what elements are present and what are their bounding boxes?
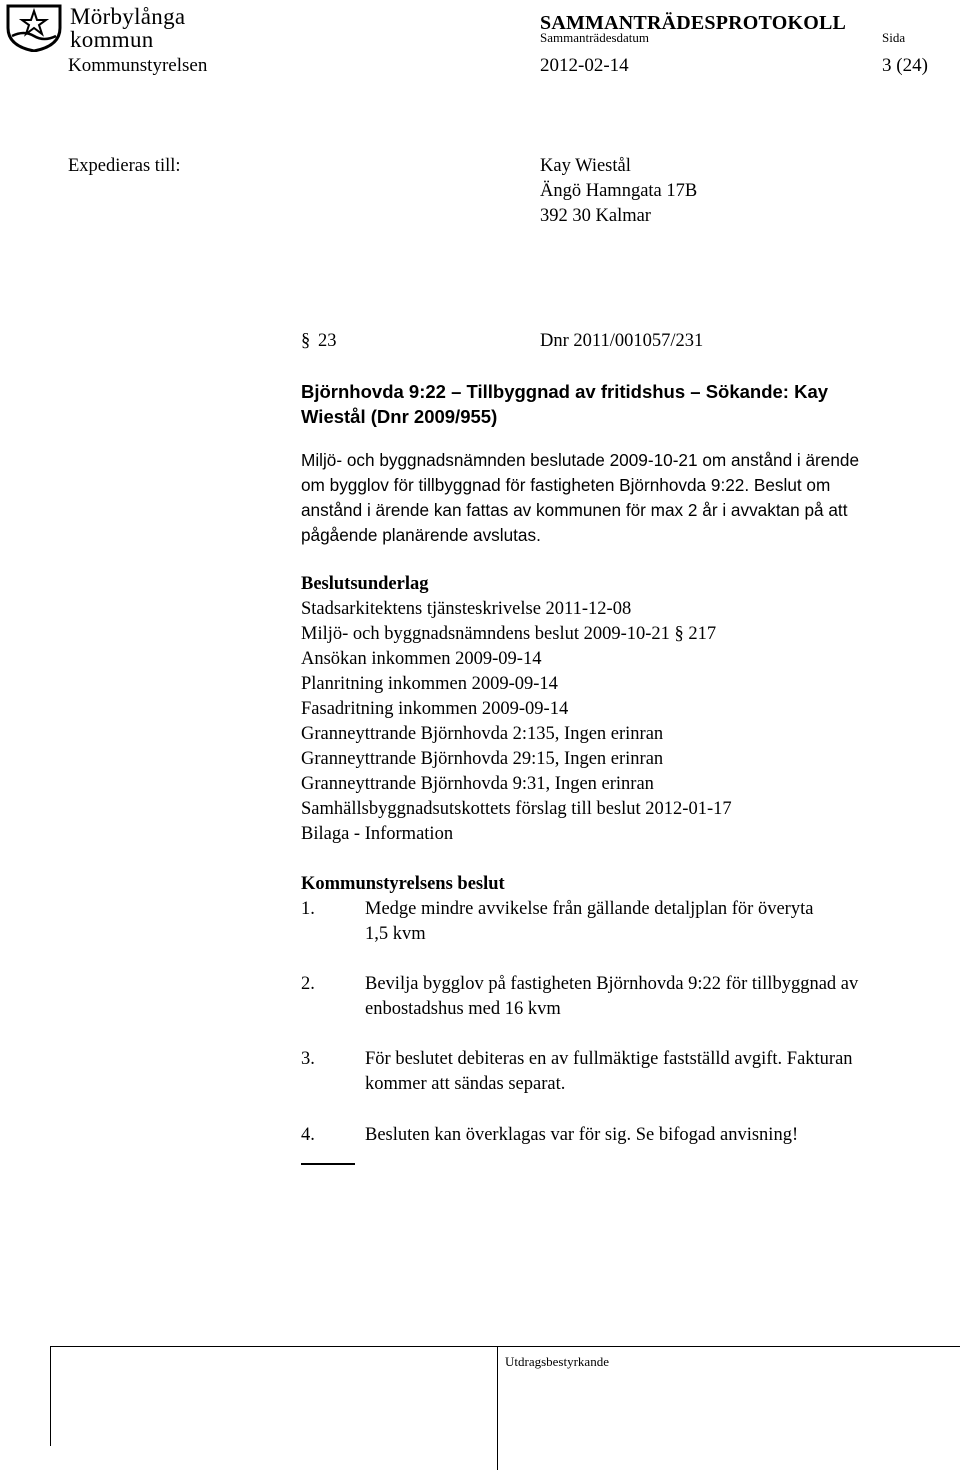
basis-line: Granneyttrande Björnhovda 2:135, Ingen erinran: [301, 724, 664, 744]
decision-item-number: 1.: [301, 899, 315, 919]
basis-line: Stadsarkitektens tjänsteskrivelse 2011-12-08: [301, 599, 632, 619]
decision-heading: Kommunstyrelsens beslut: [301, 874, 505, 894]
basis-line: Fasadritning inkommen 2009-09-14: [301, 699, 569, 719]
section-symbol: §: [301, 331, 311, 351]
basis-line: Miljö- och byggnadsnämndens beslut 2009-10-21 § 217: [301, 624, 717, 644]
end-rule: [301, 1163, 355, 1165]
coat-of-arms-icon: [4, 2, 64, 52]
org-name-line2: kommun: [70, 27, 154, 52]
decision-item-text: För beslutet debiteras en av fullmäktige fastställd avgift. Fakturan: [365, 1049, 853, 1069]
intro-line-4: pågående planärende avslutas.: [301, 525, 541, 545]
decision-item-text: Besluten kan överklagas var för sig. Se bifogad anvisning!: [365, 1125, 799, 1145]
date-label: Sammanträdesdatum: [540, 30, 650, 45]
decision-item-text: 1,5 kvm: [365, 924, 426, 944]
basis-heading: Beslutsunderlag: [301, 574, 429, 594]
committee-name: Kommunstyrelsen: [68, 55, 208, 76]
decision-item-number: 3.: [301, 1049, 315, 1069]
basis-line: Samhällsbyggnadsutskottets förslag till beslut 2012-01-17: [301, 799, 732, 819]
document-title: SAMMANTRÄDESPROTOKOLL: [540, 12, 847, 34]
intro-line-1: Miljö- och byggnadsnämnden beslutade 2009-10-21 om anstånd i ärende: [301, 450, 860, 470]
decision-item-text: kommer att sändas separat.: [365, 1074, 566, 1094]
footer-top-rule: [50, 1346, 960, 1347]
decision-item-number: 2.: [301, 974, 315, 994]
intro-line-2: om bygglov för tillbyggnad för fastigheten Björnhovda 9:22. Beslut om: [301, 475, 831, 495]
intro-line-3: anstånd i ärende kan fattas av kommunen för max 2 år i avvaktan på att: [301, 500, 848, 520]
decision-item-text: Medge mindre avvikelse från gällande detaljplan för överyta: [365, 899, 814, 919]
municipality-logo: [4, 2, 204, 54]
page-label: Sida: [882, 30, 906, 45]
extract-label: Utdragsbestyrkande: [505, 1354, 609, 1369]
item-number: 23: [318, 331, 337, 351]
case-number: Dnr 2011/001057/231: [540, 331, 704, 351]
basis-line: Ansökan inkommen 2009-09-14: [301, 649, 542, 669]
item-title-line1: Björnhovda 9:22 – Tillbyggnad av fritidshus – Sökande: Kay: [301, 381, 829, 402]
footer-mid-rule: [497, 1346, 498, 1470]
basis-line: Bilaga - Information: [301, 824, 454, 844]
recipient-name: Kay Wiestål: [540, 156, 631, 176]
footer-left-rule: [50, 1346, 51, 1446]
decision-item-text: Bevilja bygglov på fastigheten Björnhovda 9:22 för tillbyggnad av: [365, 974, 859, 994]
decision-item-number: 4.: [301, 1125, 315, 1145]
item-title-line2: Wiestål (Dnr 2009/955): [301, 406, 498, 427]
basis-line: Granneyttrande Björnhovda 9:31, Ingen erinran: [301, 774, 654, 794]
recipient-street: Ängö Hamngata 17B: [540, 181, 698, 201]
org-name-line1: Mörbylånga: [70, 4, 186, 29]
basis-line: Planritning inkommen 2009-09-14: [301, 674, 558, 694]
recipient-label: Expedieras till:: [68, 156, 181, 176]
recipient-postal: 392 30 Kalmar: [540, 206, 651, 226]
basis-line: Granneyttrande Björnhovda 29:15, Ingen erinran: [301, 749, 664, 769]
page-number: 3 (24): [882, 55, 928, 76]
decision-item-text: enbostadshus med 16 kvm: [365, 999, 561, 1019]
meeting-date: 2012-02-14: [540, 55, 629, 76]
